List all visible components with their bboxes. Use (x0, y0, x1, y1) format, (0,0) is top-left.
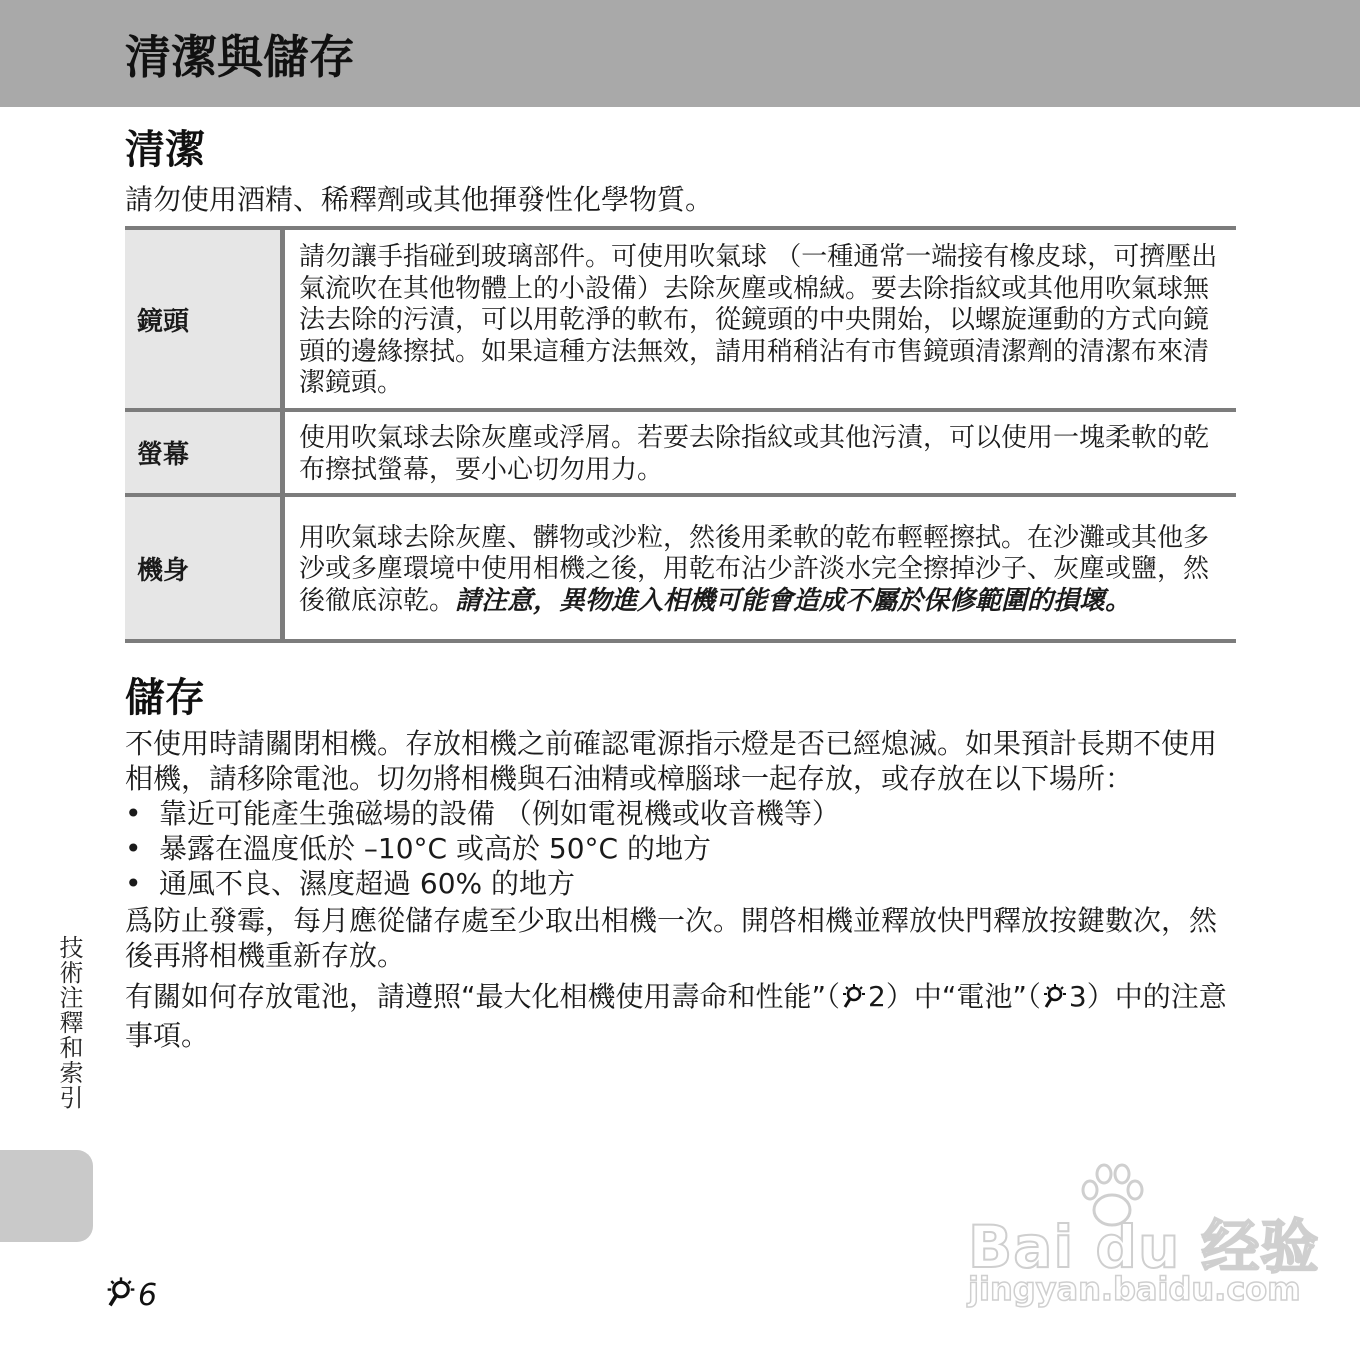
cleaning-title: 清潔 (125, 127, 205, 173)
storage-title: 儲存 (125, 675, 205, 721)
row-label-screen: 螢幕 (125, 410, 283, 495)
ref-page: 2 (868, 980, 886, 1013)
tip-icon (104, 1275, 138, 1317)
body-text: 用吹氣球去除灰塵、髒物或沙粒，然後用柔軟的乾布輕輕擦拭。在沙灘或其他多沙或多塵環境中使用相機之後，用乾布沾少許淡水完全擦掉沙子、灰塵或鹽，然後徹底涼乾。 (299, 522, 1210, 616)
table-row (125, 495, 1236, 641)
storage-body (125, 726, 1237, 1053)
row-text-screen: 使用吹氣球去除灰塵或浮屑。若要去除指紋或其他污漬，可以使用一塊柔軟的乾布擦拭螢幕，要小心切勿用力。 (299, 423, 1210, 485)
table-row (125, 228, 1236, 410)
side-section-label: 技術注釋和索引 (55, 935, 83, 1110)
list-item: • 通風不良、濕度超過 60% 的地方 (125, 867, 576, 900)
watermark-brand: Bai du 经验 (968, 1213, 1320, 1281)
tip-icon (840, 982, 868, 1018)
list-item: • 暴露在溫度低於 –10°C 或高於 50°C 的地方 (125, 832, 711, 865)
baidu-watermark (962, 1160, 1320, 1310)
row-label-lens: 鏡頭 (125, 228, 283, 410)
list-item: • 靠近可能產生強磁場的設備 （例如電視機或收音機等） (125, 797, 840, 830)
storage-monthly: 爲防止發霉，每月應從儲存處至少取出相機一次。開啓相機並釋放快門釋放按鍵數次，然後再將相機重新存放。 (125, 904, 1218, 972)
page-title: 清潔與儲存 (125, 30, 355, 84)
bullet-icon: • (125, 832, 142, 865)
page-number: 6 (104, 1275, 157, 1317)
table-row (125, 410, 1236, 495)
row-label-body: 機身 (125, 495, 283, 641)
cleaning-table (125, 226, 1236, 643)
ref-page: 3 (1068, 980, 1087, 1013)
bullet-icon: • (125, 867, 142, 900)
row-text-body (283, 495, 1237, 641)
warning-text: 請注意，異物進入相機可能會造成不屬於保修範圍的損壞。 (455, 585, 1132, 616)
row-text-lens: 請勿讓手指碰到玻璃部件。可使用吹氣球 （一種通常一端接有橡皮球，可擠壓出氣流吹在其他物體上的小設備）去除灰塵或棉絨。要去除指紋或其他用吹氣球無法去除的污漬，可以用乾淨的軟布，從鏡頭的中央開始，以螺旋運動的方式向鏡頭的邊緣擦拭。如果這種方法無效，請用稍稍沾有市售鏡頭清潔劑的清潔布來清潔鏡頭。 (299, 242, 1218, 399)
side-tab (0, 1150, 93, 1242)
storage-battery-note: 有關如何存放電池，請遵照“最大化相機使用壽命和性能”（ 2）中“電池”（ 3）中的注意事項。 (125, 980, 1227, 1052)
cleaning-intro: 請勿使用酒精、稀釋劑或其他揮發性化學物質。 (125, 183, 714, 216)
tip-icon (1041, 982, 1069, 1018)
storage-intro: 不使用時請關閉相機。存放相機之前確認電源指示燈是否已經熄滅。如果預計長期不使用相機，請移除電池。切勿將相機與石油精或樟腦球一起存放，或存放在以下場所： (125, 727, 1218, 795)
bullet-icon: • (125, 797, 142, 830)
storage-list (125, 796, 1237, 901)
watermark-url: jingyan.baidu.com (968, 1270, 1301, 1308)
